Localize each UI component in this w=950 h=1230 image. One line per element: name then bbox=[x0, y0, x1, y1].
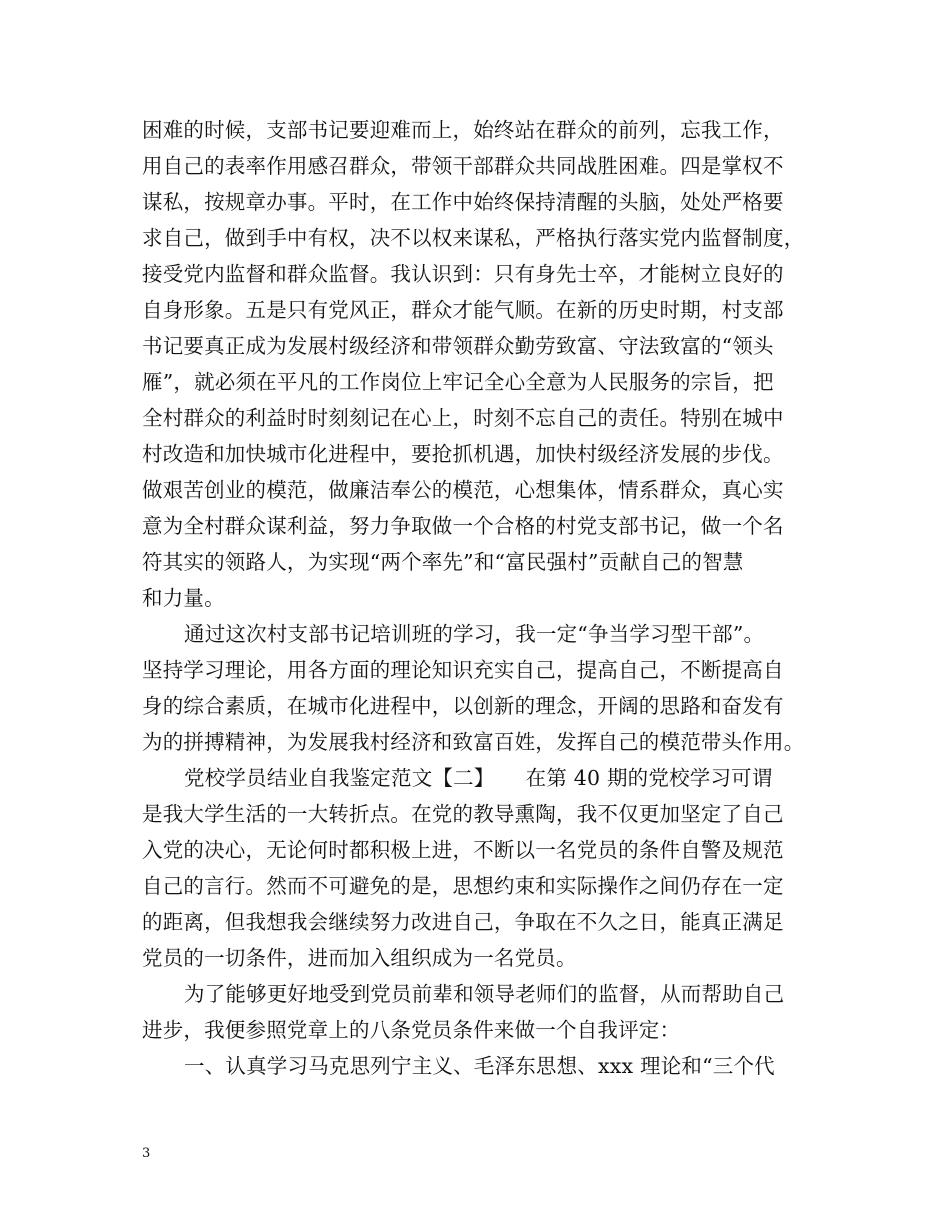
list-item-line: 一、认真学习马克思列宁主义、毛泽东思想、xxx 理论和“三个代 bbox=[184, 1054, 775, 1078]
text-line-20: 是我大学生活的一大转折点。在党的教导熏陶，我不仅更加坚定了自己 bbox=[142, 802, 784, 826]
text-line-22: 自己的言行。然而不可避免的是，思想约束和实际操作之间仍存在一定 bbox=[142, 874, 784, 898]
text-line-9: 全村群众的利益时时刻刻记在心上，时刻不忘自己的责任。特别在城中 bbox=[142, 406, 784, 430]
paragraph-start-line: 通过这次村支部书记培训班的学习，我一定“争当学习型干部”。 bbox=[184, 622, 765, 646]
text-line-24: 党员的一切条件，进而加入组织成为一名党员。 bbox=[142, 946, 577, 970]
text-line-23: 的距离，但我想我会继续努力改进自己，争取在不久之日，能真正满足 bbox=[142, 910, 784, 934]
paragraph-start-line: 为了能够更好地受到党员前辈和领导老师们的监督，从而帮助自己 bbox=[184, 982, 785, 1006]
text-line-7: 书记要真正成为发展村级经济和带领群众勤劳致富、守法致富的“领头 bbox=[142, 334, 774, 358]
text-line-16: 坚持学习理论，用各方面的理论知识充实自己，提高自己，不断提高自 bbox=[142, 658, 784, 682]
text-line-10: 村改造和加快城市化进程中，要抢抓机遇，加快村级经济发展的步伐。 bbox=[142, 442, 784, 466]
text-line-21: 入党的决心，无论何时都积极上进，不断以一名党员的条件自警及规范 bbox=[142, 838, 784, 862]
text-line-17: 身的综合素质，在城市化进程中，以创新的理念，开阔的思路和奋发有 bbox=[142, 694, 784, 718]
text-line-8: 雁”，就必须在平凡的工作岗位上牢记全心全意为人民服务的宗旨，把 bbox=[142, 370, 774, 394]
text-line-1: 困难的时候，支部书记要迎难而上，始终站在群众的前列，忘我工作， bbox=[142, 118, 784, 142]
text-line-13: 符其实的领路人，为实现“两个率先”和“富民强村”贡献自己的智慧 bbox=[142, 550, 744, 574]
text-line-3: 谋私，按规章办事。平时，在工作中始终保持清醒的头脑，处处严格要 bbox=[142, 190, 784, 214]
text-line-6: 自身形象。五是只有党风正，群众才能气顺。在新的历史时期，村支部 bbox=[142, 298, 784, 322]
text-line-14: 和力量。 bbox=[142, 586, 225, 610]
text-line-18: 为的拼搏精神，为发展我村经济和致富百姓，发挥自己的模范带头作用。 bbox=[142, 730, 805, 754]
page-number: 3 bbox=[142, 1146, 151, 1161]
text-line-5: 接受党内监督和群众监督。我认识到：只有身先士卒，才能树立良好的 bbox=[142, 262, 784, 286]
text-line-12: 意为全村群众谋利益，努力争取做一个合格的村党支部书记，做一个名 bbox=[142, 514, 784, 538]
text-line-11: 做艰苦创业的模范，做廉洁奉公的模范，心想集体，情系群众，真心实 bbox=[142, 478, 784, 502]
section-heading-line: 党校学员结业自我鉴定范文【二】 在第 40 期的党校学习可谓 bbox=[184, 766, 773, 790]
text-line-26: 进步，我便参照党章上的八条党员条件来做一个自我评定： bbox=[142, 1018, 681, 1042]
text-line-4: 求自己，做到手中有权，决不以权来谋私，严格执行落实党内监督制度， bbox=[142, 226, 805, 250]
text-line-2: 用自己的表率作用感召群众，带领干部群众共同战胜困难。四是掌权不 bbox=[142, 154, 784, 178]
